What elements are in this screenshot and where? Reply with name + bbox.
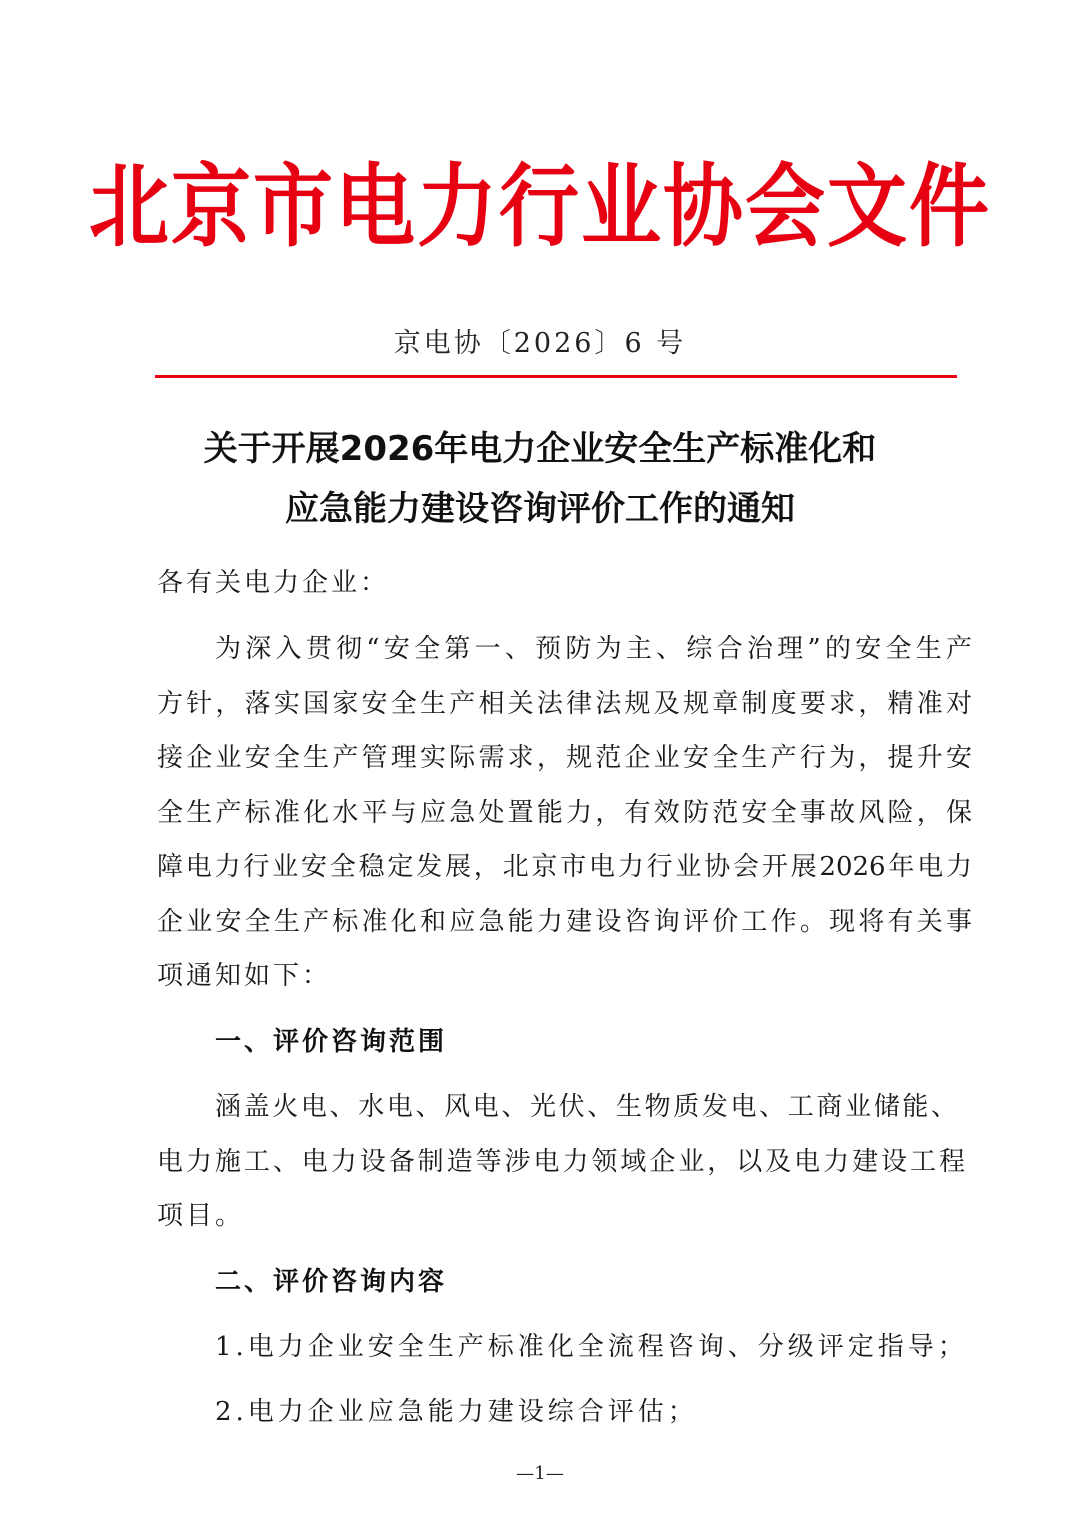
scope-line-1: 涵盖火电、水电、风电、光伏、生物质发电、工商业储能、: [215, 1092, 957, 1122]
notice-title-line-2: 应急能力建设咨询评价工作的通知: [285, 489, 795, 529]
salutation: 各有关电力企业：: [157, 568, 390, 598]
red-divider: [155, 375, 957, 378]
section-heading-content: 二、评价咨询内容: [215, 1267, 448, 1297]
content-item-2: 2.电力企业应急能力建设综合评估；: [215, 1397, 698, 1427]
document-number: 京电协〔2026〕6 号: [393, 328, 687, 359]
document-header-title: 北京市电力行业协会文件: [89, 154, 991, 259]
intro-line-5: 障电力行业安全稳定发展，北京市电力行业协会开展2026年电力: [157, 852, 972, 882]
notice-title-line-1: 关于开展2026年电力企业安全生产标准化和: [203, 429, 877, 469]
intro-line-3: 接企业安全生产管理实际需求，规范企业安全生产行为，提升安: [157, 743, 972, 773]
scope-line-2: 电力施工、电力设备制造等涉电力领域企业，以及电力建设工程: [157, 1147, 965, 1177]
intro-line-1: 为深入贯彻“安全第一、预防为主、综合治理”的安全生产: [215, 634, 972, 664]
intro-line-6: 企业安全生产标准化和应急能力建设咨询评价工作。现将有关事: [157, 907, 972, 937]
intro-line-2: 方针，落实国家安全生产相关法律法规及规章制度要求，精准对: [157, 689, 972, 719]
intro-line-4: 全生产标准化水平与应急处置能力，有效防范安全事故风险，保: [157, 798, 972, 828]
page-number: —1—: [516, 1463, 564, 1484]
content-item-1: 1.电力企业安全生产标准化全流程咨询、分级评定指导；: [215, 1332, 968, 1362]
intro-line-7: 项通知如下：: [157, 961, 332, 991]
section-heading-scope: 一、评价咨询范围: [215, 1027, 448, 1057]
scope-line-3: 项目。: [157, 1201, 245, 1231]
